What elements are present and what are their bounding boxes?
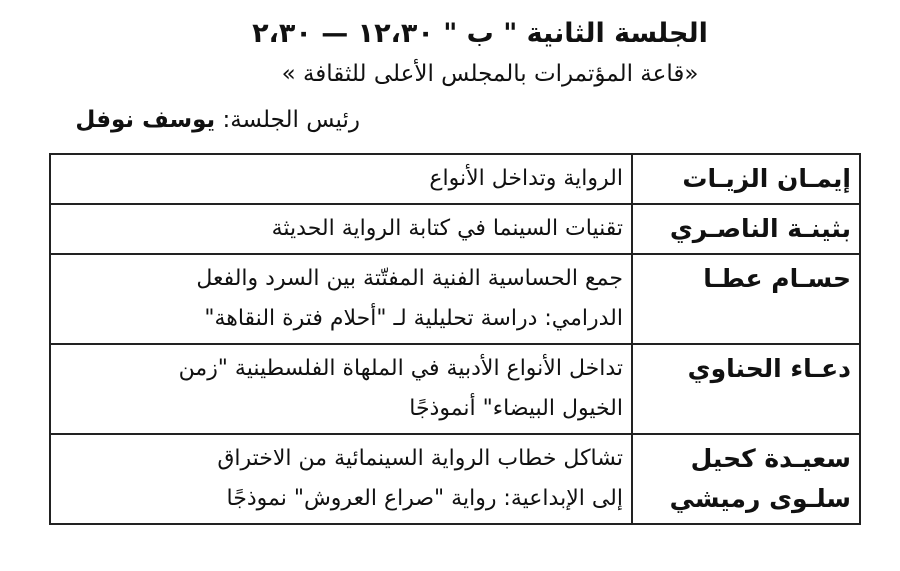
speaker-cell <box>632 434 860 524</box>
speaker-name: سعيـدة كحيل <box>690 444 851 473</box>
session-title: الجلسة الثانية " ب " ١٢،٣٠ — ٢،٣٠ <box>252 18 708 49</box>
paper-title-cell <box>50 204 632 254</box>
paper-title-line: الخيول البيضاء" أنموذجًا <box>409 396 623 421</box>
speaker-cell <box>632 204 860 254</box>
chair-label: رئيس الجلسة: <box>215 107 360 133</box>
table-row <box>50 254 860 344</box>
speaker-name: بثينـة الناصـري <box>669 214 851 243</box>
paper-title-cell <box>50 154 632 204</box>
table-row <box>50 434 860 524</box>
paper-title-line: الرواية وتداخل الأنواع <box>429 166 623 191</box>
paper-title-line: جمع الحساسية الفنية المفتّتة بين السرد والفعل <box>196 266 623 291</box>
paper-title-cell <box>50 344 632 434</box>
speaker-name: حسـام عطـا <box>703 264 851 293</box>
table-row <box>50 344 860 434</box>
speaker-cell <box>632 154 860 204</box>
speaker-name: سلـوى رميشي <box>669 484 851 513</box>
paper-title-cell <box>50 434 632 524</box>
speaker-cell <box>632 254 860 344</box>
speaker-cell <box>632 344 860 434</box>
paper-title-line: الدرامي: دراسة تحليلية لـ "أحلام فترة النقاهة" <box>204 306 623 331</box>
paper-title-cell <box>50 254 632 344</box>
table-row <box>50 154 860 204</box>
paper-title-line: تداخل الأنواع الأدبية في الملهاة الفلسطينية "زمن <box>178 356 623 381</box>
speaker-name: إيمـان الزيـات <box>682 164 851 193</box>
chair-name: يوسف نوفل <box>75 107 216 133</box>
table-row <box>50 204 860 254</box>
paper-title-line: تشاكل خطاب الرواية السينمائية من الاختراق <box>217 446 623 471</box>
paper-title-line: تقنيات السينما في كتابة الرواية الحديثة <box>271 216 623 241</box>
speaker-name: دعـاء الحناوي <box>687 354 851 383</box>
session-chair <box>75 100 360 140</box>
papers-table <box>49 153 861 525</box>
venue-label: «قاعة المؤتمرات بالمجلس الأعلى للثقافة » <box>281 61 699 87</box>
paper-title-line: إلى الإبداعية: رواية "صراع العروش" نموذجًا <box>226 486 623 511</box>
